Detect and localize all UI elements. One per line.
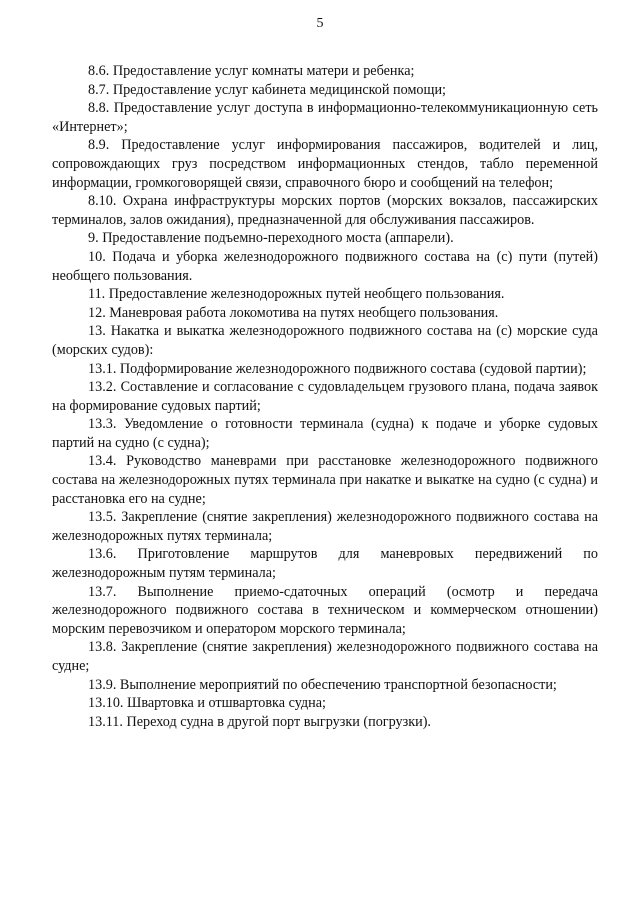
paragraph-13-6: 13.6. Приготовление маршрутов для маневровых передвижений по железнодорожным путям терминала; [52,546,598,582]
paragraph-13-9: 13.9. Выполнение мероприятий по обеспечению транспортной безопасности; [88,676,557,693]
paragraph-13-7: 13.7. Выполнение приемо-сдаточных операций (осмотр и передача железнодорожного подвижного состава в техническом и коммерческом отношении) морским перевозчиком и оператором морского терминала; [52,583,598,637]
paragraph-12: 12. Маневровая работа локомотива на путях необщего пользования. [88,304,499,321]
paragraph-13-5: 13.5. Закрепление (снятие закрепления) железнодорожного подвижного состава на железнодорожных путях терминала; [52,509,598,544]
paragraph-9: 9. Предоставление подъемно-переходного моста (аппарели). [88,230,454,247]
paragraph-13-1: 13.1. Подформирование железнодорожного подвижного состава (судовой партии); [88,360,587,377]
paragraph-10: 10. Подача и уборка железнодорожного подвижного состава на (с) пути (путей) необщего пользования. [52,248,598,284]
paragraph-13-8: 13.8. Закрепление (снятие закрепления) железнодорожного подвижного состава на судне; [52,639,598,674]
paragraph-8-7: 8.7. Предоставление услуг кабинета медицинской помощи; [88,81,446,98]
paragraph-8-8: 8.8. Предоставление услуг доступа в информационно-телекоммуникационную сеть «Интернет»; [52,100,598,135]
paragraph-8-9: 8.9. Предоставление услуг информирования пассажиров, водителей и лиц, сопровождающих груз посредством информационных стендов, табло переменной информации, громкоговорящей связи, справочного бюро и сообщений на телефон; [52,137,598,191]
paragraph-13-11: 13.11. Переход судна в другой порт выгрузки (погрузки). [88,713,431,730]
paragraph-13-4: 13.4. Руководство маневрами при расстановке железнодорожного подвижного состава на железнодорожных путях терминала при накатке и выкатке на судно (с судна) и расстановка его на судне; [52,453,598,507]
paragraph-13-2: 13.2. Составление и согласование с судовладельцем грузового плана, подача заявок на формирование судовых партий; [52,379,598,414]
page-number: 5 [316,16,324,31]
paragraph-11: 11. Предоставление железнодорожных путей необщего пользования. [88,286,505,303]
document-body [52,62,598,731]
paragraph-13: 13. Накатка и выкатка железнодорожного подвижного состава на (с) морские суда (морских судов): [52,323,598,358]
paragraph-13-3: 13.3. Уведомление о готовности терминала (судна) к подаче и уборке судовых партий на судно (с судна); [52,416,598,451]
paragraph-8-10: 8.10. Охрана инфраструктуры морских портов (морских вокзалов, пассажирских терминалов, залов ожидания), предназначенной для обслуживания пассажиров. [52,193,598,228]
paragraph-13-10: 13.10. Швартовка и отшвартовка судна; [88,695,326,712]
paragraph-8-6: 8.6. Предоставление услуг комнаты матери и ребенка; [88,63,415,79]
